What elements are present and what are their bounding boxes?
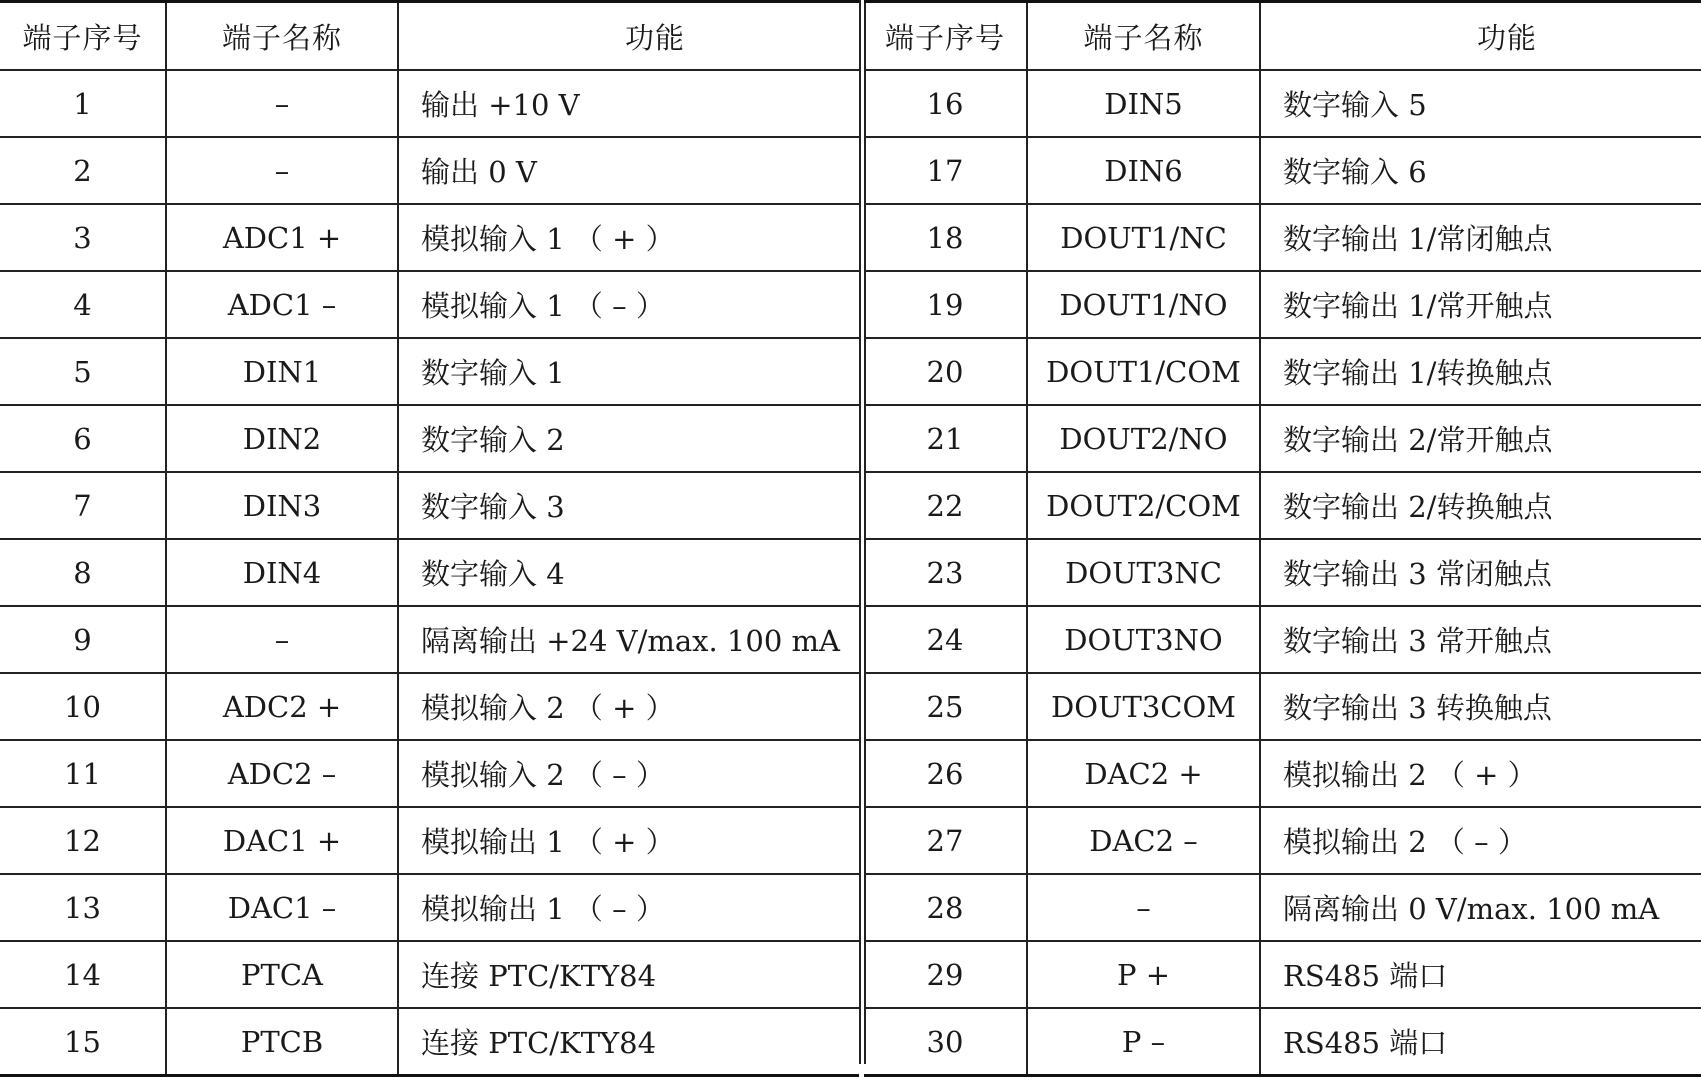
terminal-name: DIN2 bbox=[166, 405, 398, 472]
header-row bbox=[864, 2, 1701, 71]
terminal-number: 6 bbox=[0, 405, 166, 472]
table-row bbox=[0, 807, 859, 874]
terminal-function: 数字输入 3 bbox=[398, 472, 859, 539]
table-row bbox=[0, 673, 859, 740]
table-row bbox=[864, 204, 1701, 271]
terminal-number: 24 bbox=[864, 606, 1027, 673]
terminal-name: DIN6 bbox=[1027, 137, 1260, 204]
terminal-name: ADC1 + bbox=[166, 204, 398, 271]
header-terminal-number: 端子序号 bbox=[864, 2, 1027, 71]
terminal-function: RS485 端口 bbox=[1260, 1008, 1701, 1076]
terminal-name: DOUT2/NO bbox=[1027, 405, 1260, 472]
terminal-function: 数字输入 1 bbox=[398, 338, 859, 405]
table-row bbox=[0, 606, 859, 673]
terminal-function: 模拟输入 2 （ + ） bbox=[398, 673, 859, 740]
terminal-number: 19 bbox=[864, 271, 1027, 338]
table-row bbox=[0, 271, 859, 338]
terminal-table-right bbox=[864, 0, 1701, 1077]
terminal-function: 连接 PTC/KTY84 bbox=[398, 941, 859, 1008]
table-row bbox=[864, 271, 1701, 338]
terminal-number: 30 bbox=[864, 1008, 1027, 1076]
terminal-number: 25 bbox=[864, 673, 1027, 740]
terminal-name: – bbox=[166, 70, 398, 137]
table-row bbox=[0, 472, 859, 539]
table-row bbox=[0, 137, 859, 204]
terminal-function: 输出 0 V bbox=[398, 137, 859, 204]
terminal-name: PTCA bbox=[166, 941, 398, 1008]
table-row bbox=[864, 941, 1701, 1008]
table-row bbox=[864, 1008, 1701, 1076]
table-row bbox=[0, 405, 859, 472]
terminal-number: 12 bbox=[0, 807, 166, 874]
terminal-number: 23 bbox=[864, 539, 1027, 606]
terminal-name: DOUT3COM bbox=[1027, 673, 1260, 740]
terminal-name: – bbox=[1027, 874, 1260, 941]
header-function: 功能 bbox=[1260, 2, 1701, 71]
terminal-function: 模拟输出 1 （ – ） bbox=[398, 874, 859, 941]
terminal-function: 模拟输出 2 （ + ） bbox=[1260, 740, 1701, 807]
table-row bbox=[0, 1008, 859, 1076]
terminal-name: DIN5 bbox=[1027, 70, 1260, 137]
table-row bbox=[864, 673, 1701, 740]
header-row bbox=[0, 2, 859, 71]
terminal-number: 3 bbox=[0, 204, 166, 271]
terminal-name: ADC2 – bbox=[166, 740, 398, 807]
table-row bbox=[864, 807, 1701, 874]
terminal-number: 2 bbox=[0, 137, 166, 204]
terminal-name: DOUT3NO bbox=[1027, 606, 1260, 673]
terminal-function: 数字输出 2/转换触点 bbox=[1260, 472, 1701, 539]
terminal-name: DAC2 + bbox=[1027, 740, 1260, 807]
terminal-number: 4 bbox=[0, 271, 166, 338]
table-row bbox=[864, 70, 1701, 137]
header-terminal-number: 端子序号 bbox=[0, 2, 166, 71]
terminal-number: 28 bbox=[864, 874, 1027, 941]
table-row bbox=[0, 204, 859, 271]
terminal-function: 数字输出 1/转换触点 bbox=[1260, 338, 1701, 405]
table-row bbox=[864, 606, 1701, 673]
terminal-number: 11 bbox=[0, 740, 166, 807]
table-row bbox=[864, 338, 1701, 405]
terminal-number: 9 bbox=[0, 606, 166, 673]
terminal-function: 数字输出 1/常开触点 bbox=[1260, 271, 1701, 338]
terminal-name: DIN4 bbox=[166, 539, 398, 606]
terminal-function: 数字输入 4 bbox=[398, 539, 859, 606]
table-row bbox=[0, 70, 859, 137]
terminal-number: 21 bbox=[864, 405, 1027, 472]
terminal-function: 模拟输入 2 （ – ） bbox=[398, 740, 859, 807]
header-function: 功能 bbox=[398, 2, 859, 71]
terminal-function: 模拟输入 1 （ – ） bbox=[398, 271, 859, 338]
terminal-name: DIN1 bbox=[166, 338, 398, 405]
terminal-name: DOUT1/COM bbox=[1027, 338, 1260, 405]
terminal-function: 模拟输入 1 （ + ） bbox=[398, 204, 859, 271]
terminal-number: 18 bbox=[864, 204, 1027, 271]
terminal-name: DOUT3NC bbox=[1027, 539, 1260, 606]
terminal-name: PTCB bbox=[166, 1008, 398, 1076]
terminal-name: DAC1 – bbox=[166, 874, 398, 941]
terminal-number: 17 bbox=[864, 137, 1027, 204]
table-row bbox=[0, 941, 859, 1008]
terminal-name: DAC2 – bbox=[1027, 807, 1260, 874]
terminal-name: P + bbox=[1027, 941, 1260, 1008]
table-row bbox=[0, 338, 859, 405]
terminal-number: 20 bbox=[864, 338, 1027, 405]
terminal-rows-left bbox=[0, 70, 859, 1076]
terminal-number: 8 bbox=[0, 539, 166, 606]
table-row bbox=[864, 740, 1701, 807]
terminal-name: DIN3 bbox=[166, 472, 398, 539]
terminal-function: 数字输出 1/常闭触点 bbox=[1260, 204, 1701, 271]
terminal-rows-right bbox=[864, 70, 1701, 1076]
terminal-function: 模拟输出 1 （ + ） bbox=[398, 807, 859, 874]
table-divider bbox=[859, 0, 861, 1064]
header-terminal-name: 端子名称 bbox=[166, 2, 398, 71]
terminal-number: 27 bbox=[864, 807, 1027, 874]
terminal-name: DOUT1/NO bbox=[1027, 271, 1260, 338]
terminal-function: 输出 +10 V bbox=[398, 70, 859, 137]
terminal-function: 隔离输出 +24 V/max. 100 mA bbox=[398, 606, 859, 673]
terminal-number: 16 bbox=[864, 70, 1027, 137]
terminal-function: 数字输出 2/常开触点 bbox=[1260, 405, 1701, 472]
table-row bbox=[864, 137, 1701, 204]
terminal-name: ADC1 – bbox=[166, 271, 398, 338]
terminal-number: 10 bbox=[0, 673, 166, 740]
terminal-number: 26 bbox=[864, 740, 1027, 807]
terminal-function: 数字输出 3 常开触点 bbox=[1260, 606, 1701, 673]
table-row bbox=[0, 874, 859, 941]
terminal-function: 模拟输出 2 （ – ） bbox=[1260, 807, 1701, 874]
terminal-name: DAC1 + bbox=[166, 807, 398, 874]
terminal-name: P – bbox=[1027, 1008, 1260, 1076]
table-row bbox=[0, 740, 859, 807]
terminal-function: 数字输入 5 bbox=[1260, 70, 1701, 137]
table-row bbox=[864, 472, 1701, 539]
terminal-number: 14 bbox=[0, 941, 166, 1008]
terminal-name: ADC2 + bbox=[166, 673, 398, 740]
terminal-name: – bbox=[166, 606, 398, 673]
terminal-function: 数字输入 6 bbox=[1260, 137, 1701, 204]
terminal-number: 15 bbox=[0, 1008, 166, 1076]
terminal-number: 29 bbox=[864, 941, 1027, 1008]
terminal-function: 隔离输出 0 V/max. 100 mA bbox=[1260, 874, 1701, 941]
terminal-number: 5 bbox=[0, 338, 166, 405]
terminal-number: 7 bbox=[0, 472, 166, 539]
table-row bbox=[864, 539, 1701, 606]
terminal-function: 数字输出 3 转换触点 bbox=[1260, 673, 1701, 740]
terminal-name: DOUT1/NC bbox=[1027, 204, 1260, 271]
terminal-name: DOUT2/COM bbox=[1027, 472, 1260, 539]
table-row bbox=[864, 874, 1701, 941]
terminal-name: – bbox=[166, 137, 398, 204]
terminal-function: 数字输入 2 bbox=[398, 405, 859, 472]
table-row bbox=[0, 539, 859, 606]
header-terminal-name: 端子名称 bbox=[1027, 2, 1260, 71]
terminal-function: 连接 PTC/KTY84 bbox=[398, 1008, 859, 1076]
terminal-number: 13 bbox=[0, 874, 166, 941]
terminal-number: 22 bbox=[864, 472, 1027, 539]
table-row bbox=[864, 405, 1701, 472]
terminal-function: RS485 端口 bbox=[1260, 941, 1701, 1008]
terminal-function: 数字输出 3 常闭触点 bbox=[1260, 539, 1701, 606]
terminal-number: 1 bbox=[0, 70, 166, 137]
